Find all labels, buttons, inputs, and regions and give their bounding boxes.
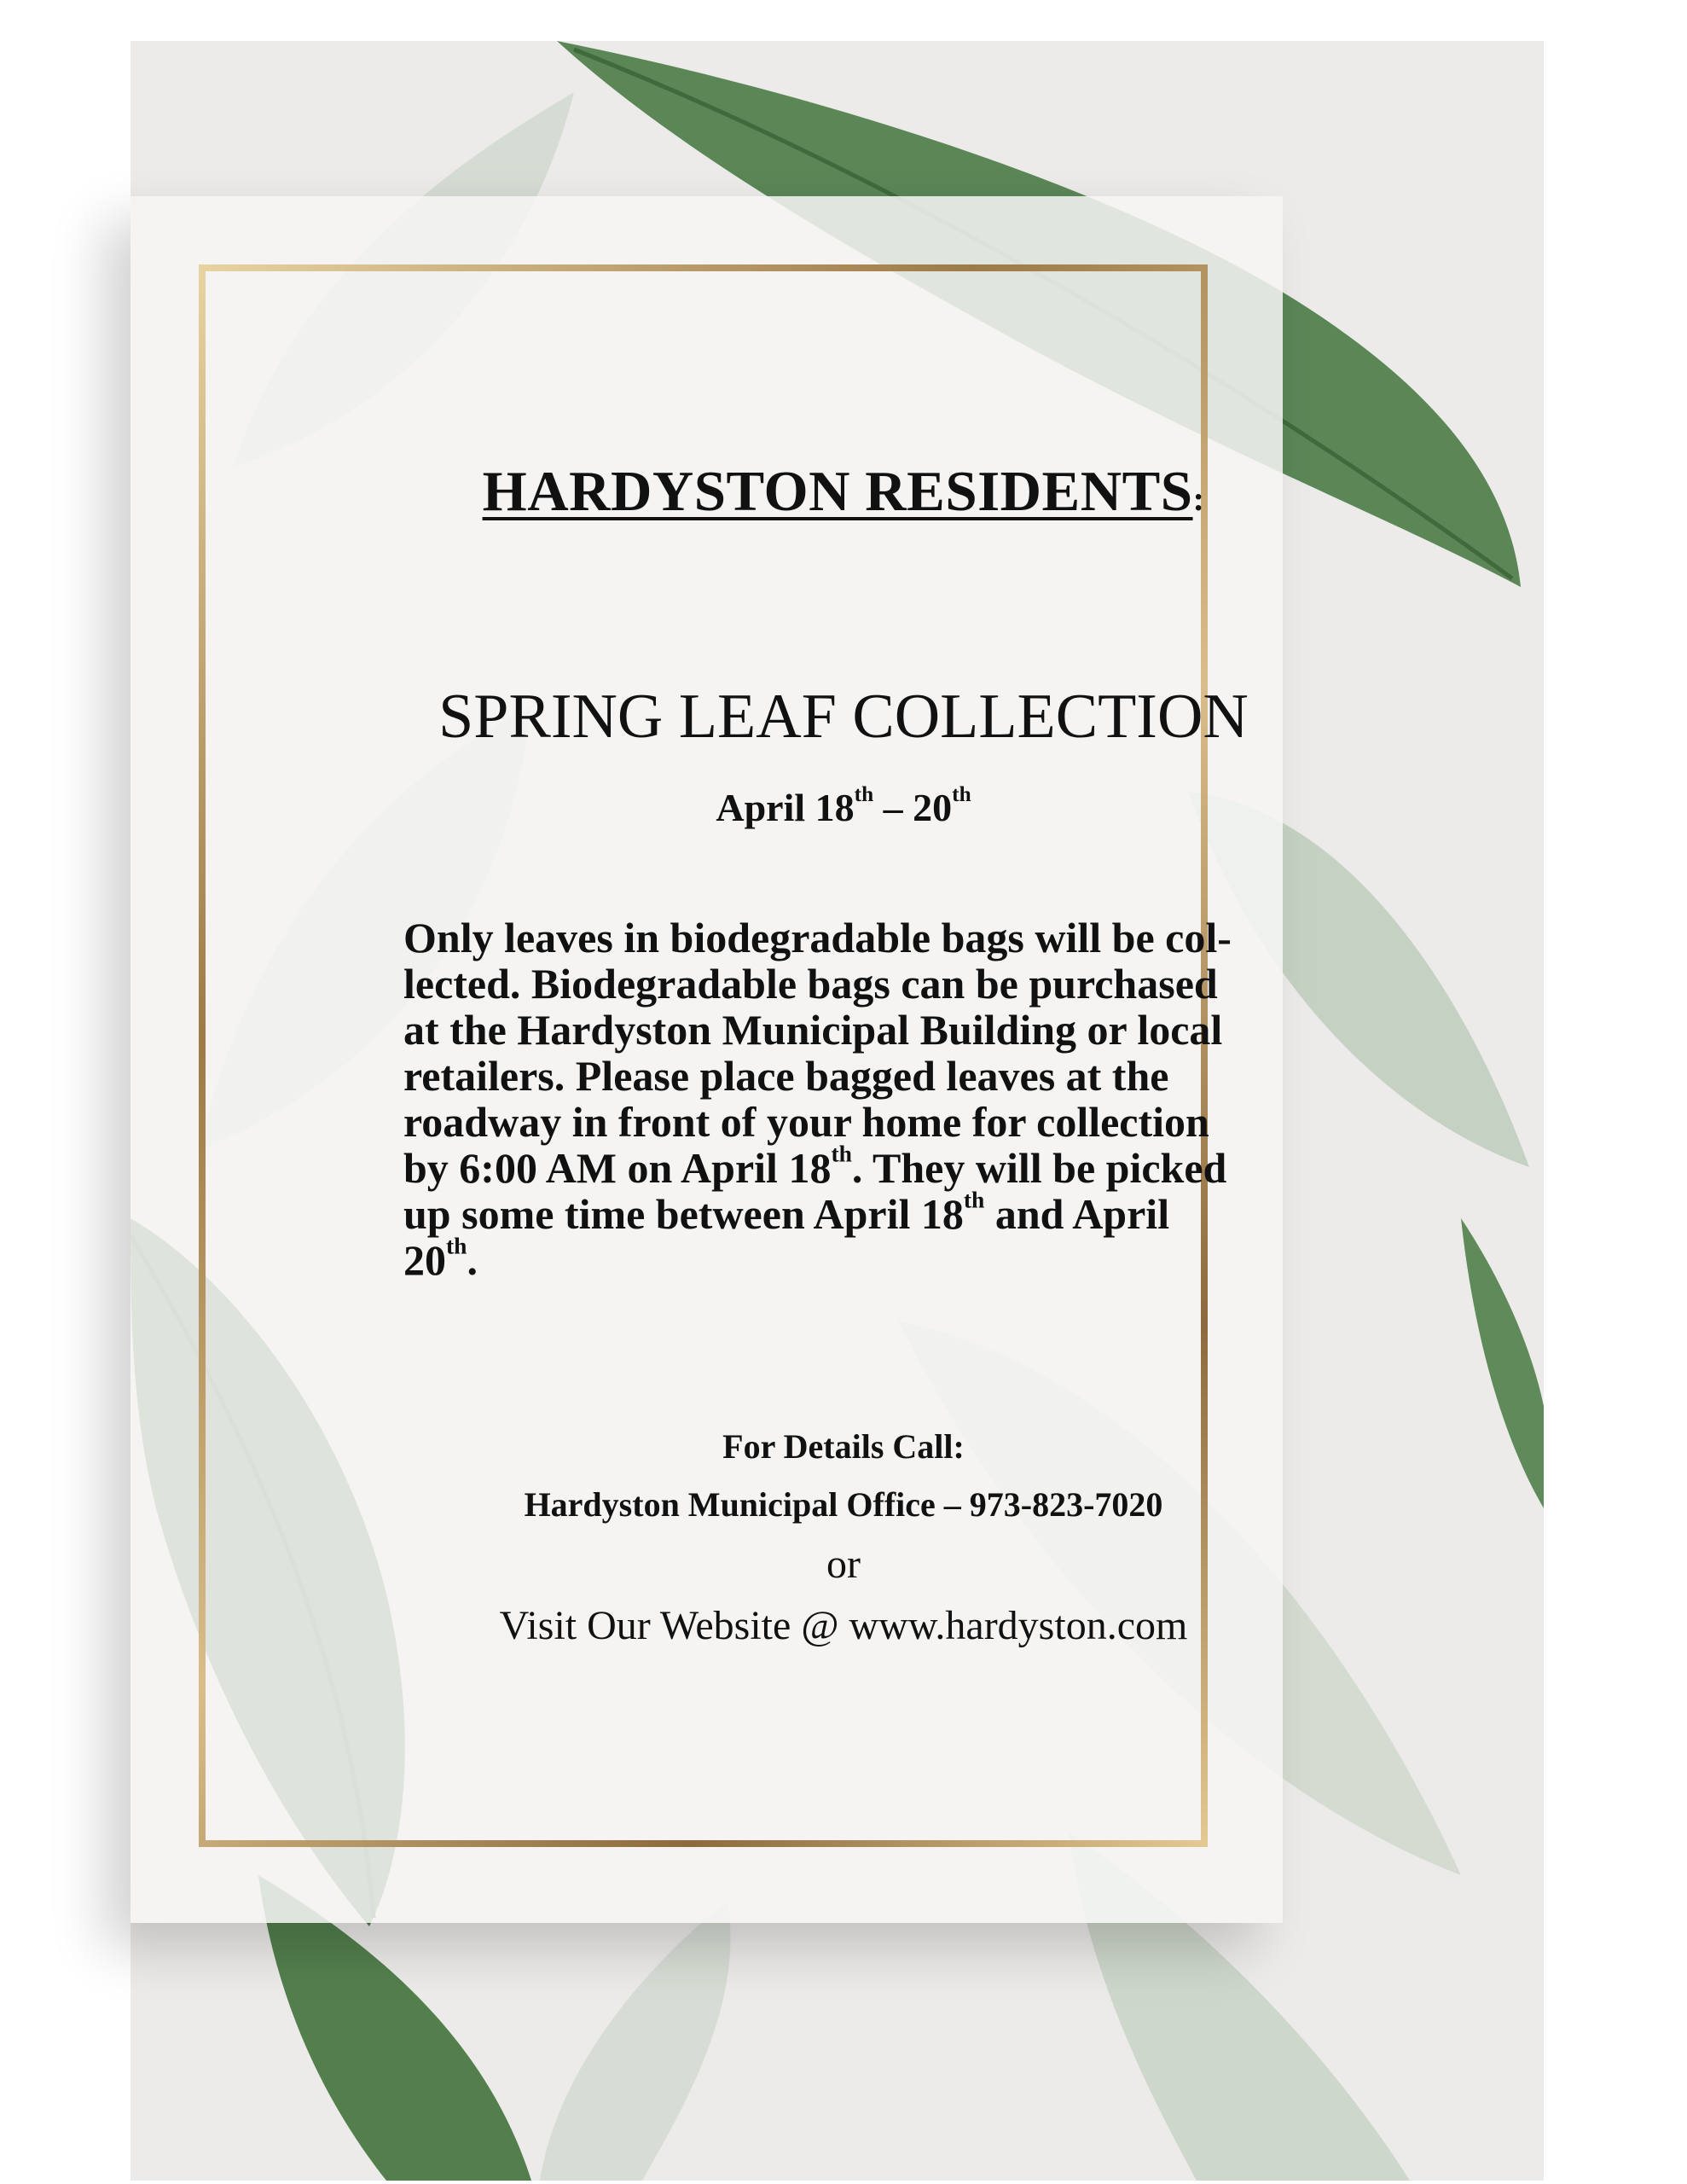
subtitle: SPRING LEAF COLLECTION — [438, 682, 1249, 752]
heading-text: HARDYSTON RESIDENTS — [482, 460, 1193, 523]
date-end-suffix: th — [952, 782, 971, 807]
body-line-7-suffix: th — [963, 1186, 985, 1213]
page-title — [0, 459, 1687, 525]
body-line-6-suffix: th — [831, 1140, 852, 1167]
body-line: at the Hardyston Municipal Building or local — [403, 1006, 1223, 1054]
date-start-suffix: th — [854, 782, 874, 807]
office-phone: Hardyston Municipal Office – 973-823-7020 — [524, 1485, 1163, 1524]
body-line-6b: . They will be picked — [851, 1144, 1227, 1192]
body-line: lected. Biodegradable bags can be purchased — [403, 960, 1218, 1008]
website-text: Visit Our Website @ www.hardyston.com — [499, 1603, 1188, 1648]
body-line — [403, 1140, 1290, 1192]
collection-dates — [0, 782, 1687, 830]
body-line: roadway in front of your home for collection — [403, 1098, 1209, 1146]
date-start: April 18 — [716, 786, 855, 829]
body-line — [403, 1232, 1290, 1284]
body-line: retailers. Please place bagged leaves at the — [403, 1052, 1169, 1100]
body-paragraph — [403, 915, 1290, 1283]
body-line — [403, 1186, 1290, 1238]
body-line-8b: . — [467, 1236, 478, 1284]
body-line-7b: and April — [984, 1190, 1170, 1238]
pale-leaf-6 — [540, 1901, 731, 2181]
body-line-6a: by 6:00 AM on April 18 — [403, 1144, 832, 1192]
heading-colon: : — [1192, 479, 1205, 518]
date-end: – 20 — [873, 786, 953, 829]
body-line-7a: up some time between April 18 — [403, 1190, 964, 1238]
body-line: Only leaves in biodegradable bags will be col- — [403, 914, 1232, 961]
details-label: For Details Call: — [722, 1427, 965, 1466]
body-line-8-suffix: th — [446, 1232, 467, 1259]
body-line-8a: 20 — [403, 1236, 446, 1284]
or-text: or — [826, 1542, 861, 1587]
